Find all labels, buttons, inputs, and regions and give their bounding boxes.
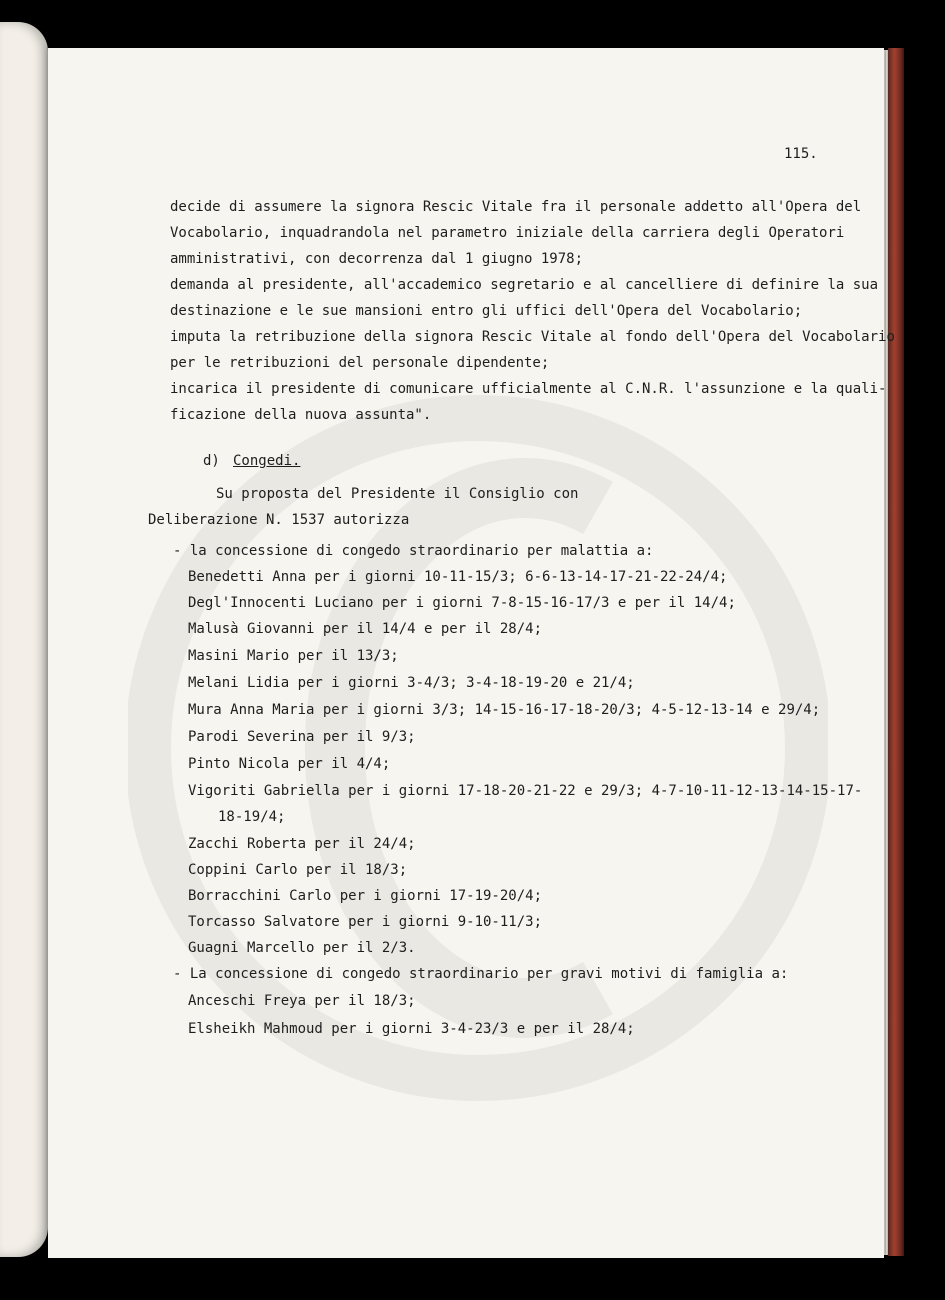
book-cover-edge (888, 48, 904, 1256)
list-item: Masini Mario per il 13/3; (188, 648, 399, 664)
list-item: Borracchini Carlo per i giorni 17-19-20/4; (188, 888, 543, 904)
paragraph-line: ficazione della nuova assunta". (170, 407, 432, 423)
list-item: Coppini Carlo per il 18/3; (188, 862, 408, 878)
section-title: Congedi. (233, 453, 301, 469)
list-header: - La concessione di congedo straordinario per gravi motivi di famiglia a: (173, 966, 789, 982)
paragraph-line: Vocabolario, inquadrandola nel parametro iniziale della carriera degli Operatori (170, 225, 845, 241)
list-item: Torcasso Salvatore per i giorni 9-10-11/3; (188, 914, 543, 930)
intro-line: Deliberazione N. 1537 autorizza (148, 512, 410, 528)
list-item: Parodi Severina per il 9/3; (188, 729, 416, 745)
list-item: Degl'Innocenti Luciano per i giorni 7-8-15-16-17/3 e per il 14/4; (188, 595, 736, 611)
list-item-continuation: 18-19/4; (218, 809, 286, 825)
list-item: Zacchi Roberta per il 24/4; (188, 836, 416, 852)
list-item: Vigoriti Gabriella per i giorni 17-18-20-21-22 e 29/3; 4-7-10-11-12-13-14-15-17- (188, 783, 863, 799)
page-text (48, 48, 895, 1258)
section-label: d) (203, 453, 220, 469)
facing-page-edge (0, 22, 48, 1257)
document-page (48, 48, 895, 1258)
paragraph-line: incarica il presidente di comunicare ufficialmente al C.N.R. l'assunzione e la quali- (170, 381, 887, 397)
list-item: Pinto Nicola per il 4/4; (188, 756, 391, 772)
list-item: Melani Lidia per i giorni 3-4/3; 3-4-18-19-20 e 21/4; (188, 675, 635, 691)
paragraph-line: imputa la retribuzione della signora Rescic Vitale al fondo dell'Opera del Vocabolario (170, 329, 895, 345)
list-item: Anceschi Freya per il 18/3; (188, 993, 416, 1009)
intro-line: Su proposta del Presidente il Consiglio con (216, 486, 579, 502)
list-item: Mura Anna Maria per i giorni 3/3; 14-15-16-17-18-20/3; 4-5-12-13-14 e 29/4; (188, 702, 821, 718)
paragraph-line: decide di assumere la signora Rescic Vitale fra il personale addetto all'Opera del (170, 199, 862, 215)
list-item: Elsheikh Mahmoud per i giorni 3-4-23/3 e per il 28/4; (188, 1021, 635, 1037)
paragraph-line: per le retribuzioni del personale dipendente; (170, 355, 550, 371)
list-item: Benedetti Anna per i giorni 10-11-15/3; 6-6-13-14-17-21-22-24/4; (188, 569, 728, 585)
paragraph-line: demanda al presidente, all'accademico segretario e al cancelliere di definire la sua (170, 277, 879, 293)
list-header: - la concessione di congedo straordinario per malattia a: (173, 543, 654, 559)
paragraph-line: amministrativi, con decorrenza dal 1 giugno 1978; (170, 251, 584, 267)
page-number: 115. (784, 146, 818, 162)
list-item: Guagni Marcello per il 2/3. (188, 940, 416, 956)
list-item: Malusà Giovanni per il 14/4 e per il 28/4; (188, 621, 543, 637)
paragraph-line: destinazione e le sue mansioni entro gli uffici dell'Opera del Vocabolario; (170, 303, 803, 319)
